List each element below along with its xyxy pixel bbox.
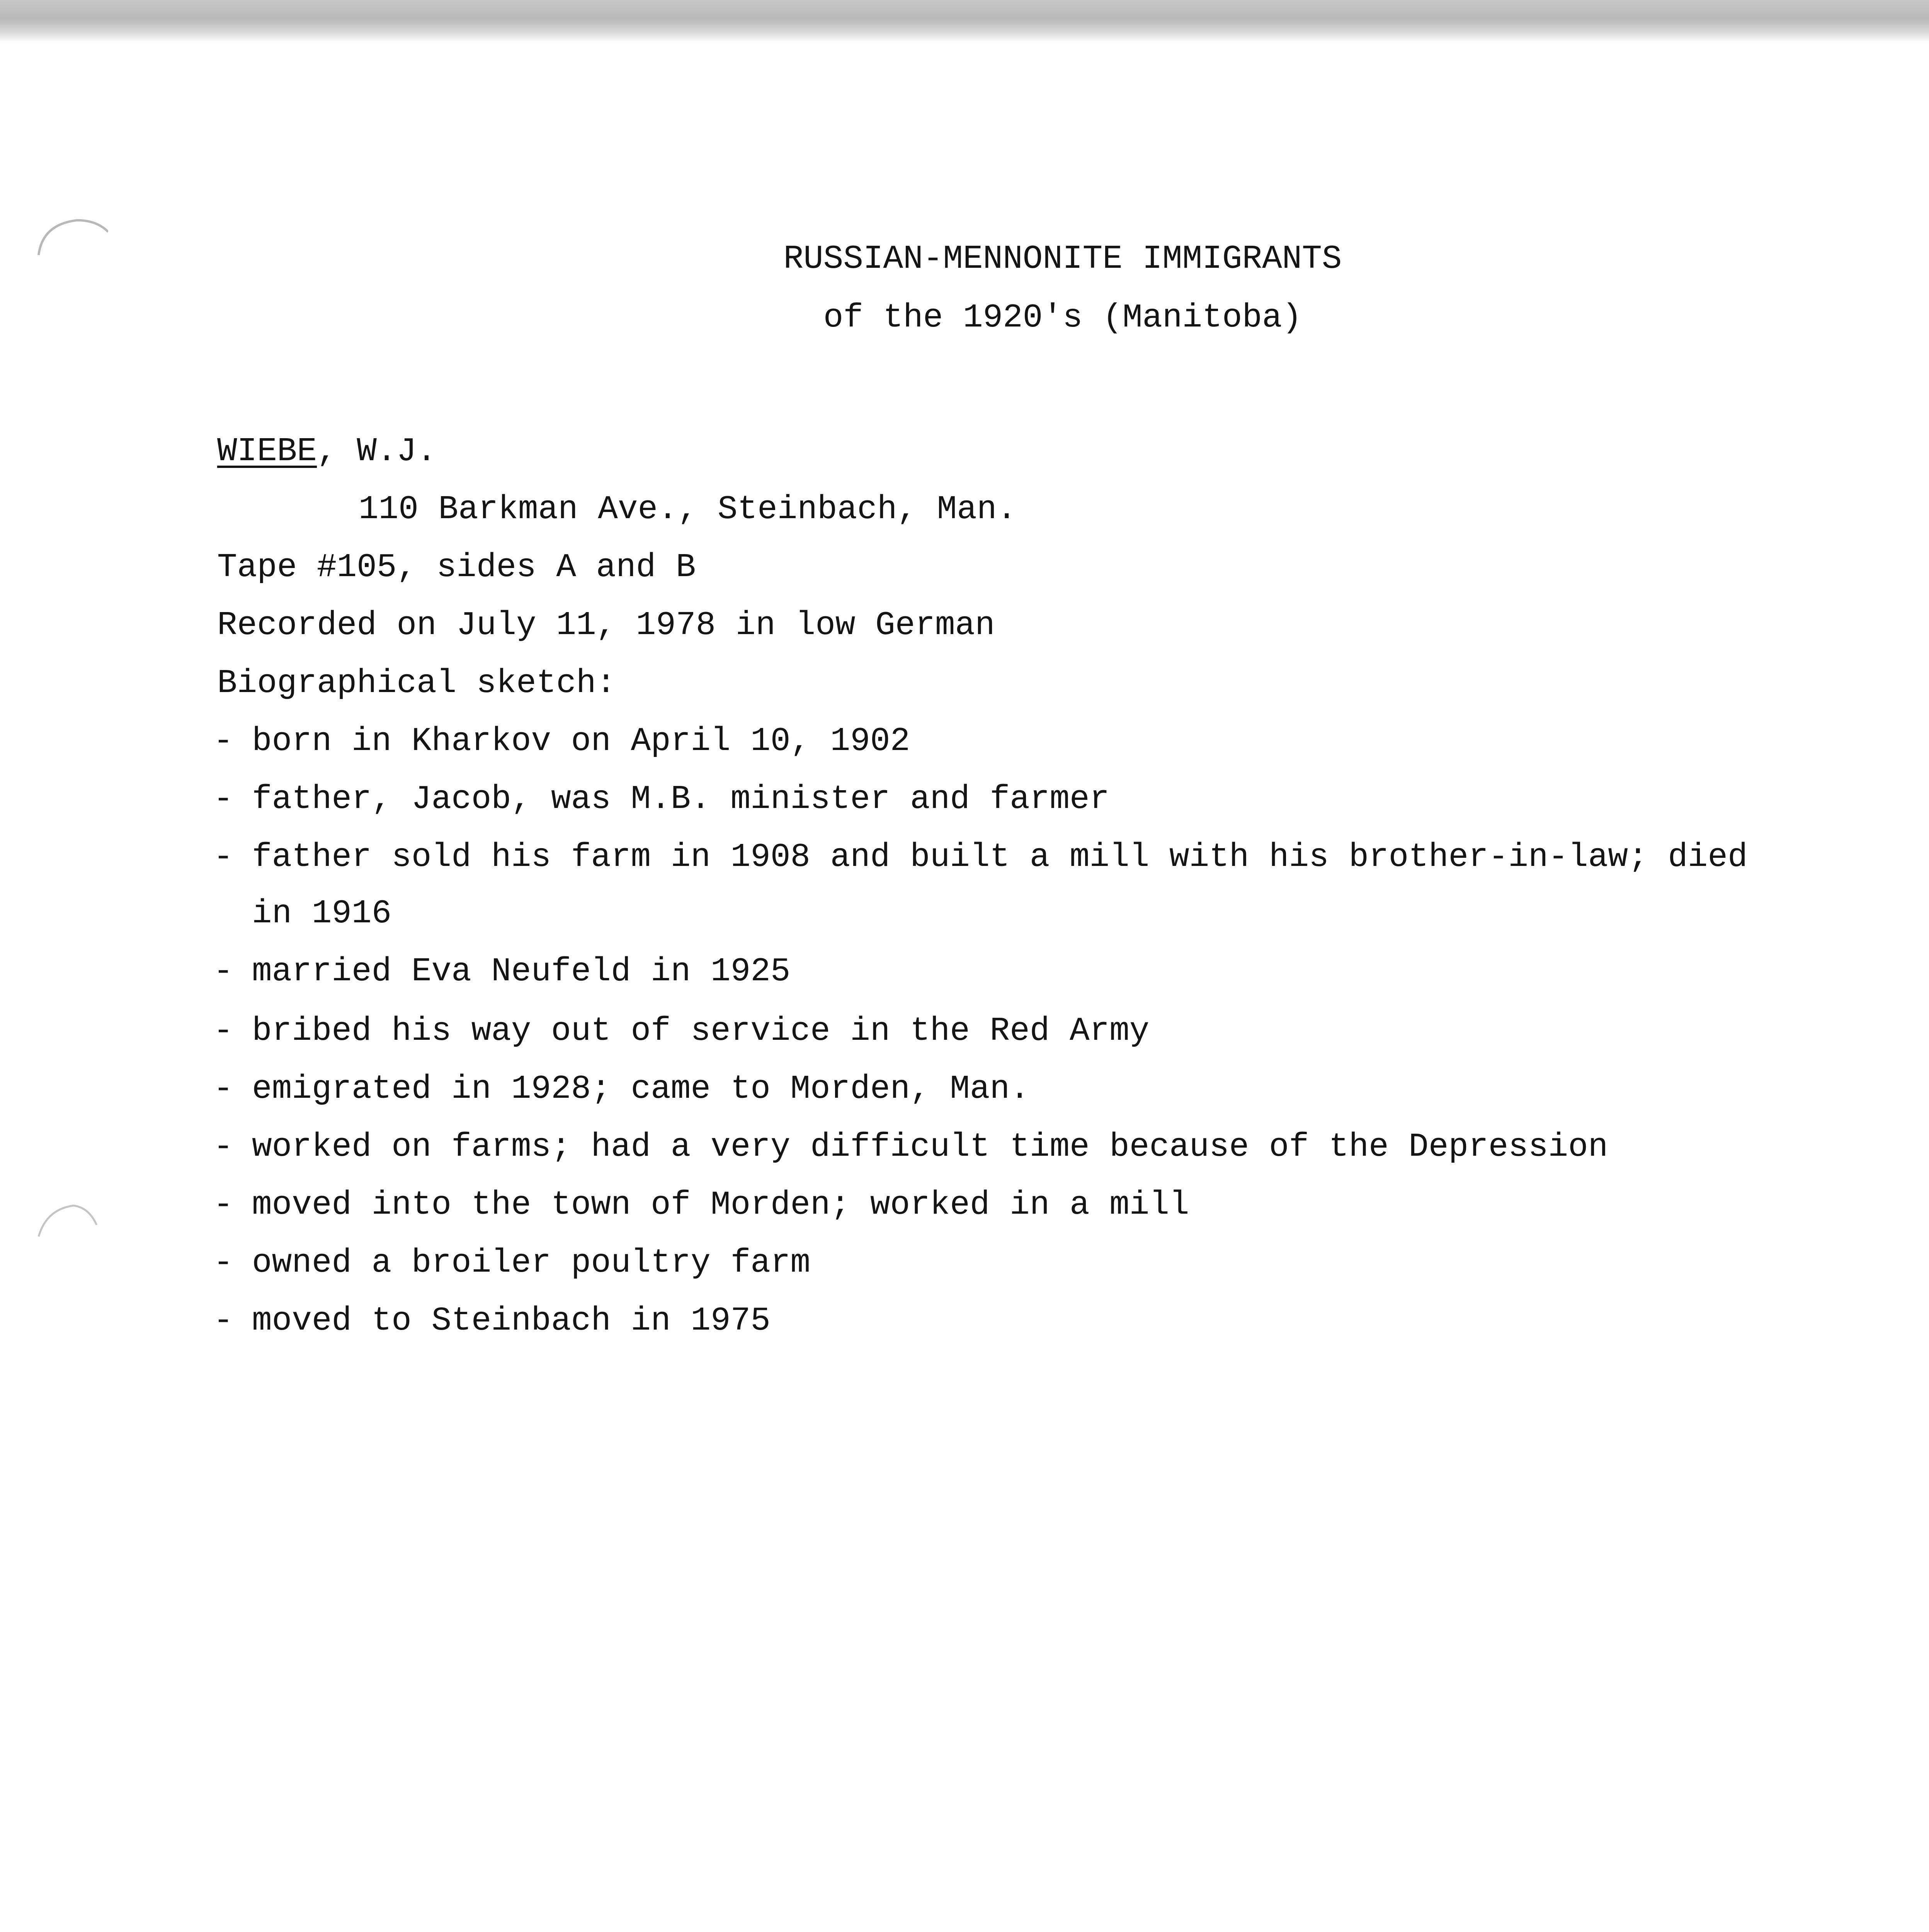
bullet-marker: - [213,1070,233,1108]
list-item-text: owned a broiler poultry farm [252,1244,811,1282]
list-item [213,1243,810,1282]
list-item [213,722,910,760]
list-item [213,1185,1189,1224]
list-item-text: emigrated in 1928; came to Morden, Man. [252,1070,1030,1108]
list-item-text: father, Jacob, was M.B. minister and farmer [252,780,1110,818]
list-item [213,780,1109,818]
punch-hole-mark-middle [31,1190,108,1248]
bullet-marker: - [213,780,233,818]
list-item-text: moved into the town of Morden; worked in a mill [252,1186,1189,1224]
sketch-heading: Biographical sketch: [217,664,616,702]
list-item [213,1012,1149,1050]
list-item-text: born in Kharkov on April 10, 1902 [252,722,910,760]
scan-top-edge [0,0,1929,43]
tape-line: Tape #105, sides A and B [217,548,696,586]
interviewee-name [217,432,437,471]
list-item-text: bribed his way out of service in the Red Army [252,1012,1150,1050]
bullet-marker: - [213,1012,233,1050]
list-item [213,952,790,991]
list-item-continuation: in 1916 [252,895,392,932]
bullet-marker: - [213,952,233,990]
bullet-marker: - [213,1302,233,1340]
list-item-text: father sold his farm in 1908 and built a mill with his brother-in-law; died [252,838,1748,876]
list-item [213,1301,771,1340]
title-line-2: of the 1920's (Manitoba) [823,299,1302,337]
interviewee-initials: , W.J. [317,432,437,470]
recorded-line: Recorded on July 11, 1978 in low German [217,606,995,644]
bullet-marker: - [213,1128,233,1166]
list-item-text: married Eva Neufeld in 1925 [252,952,791,990]
interviewee-surname: WIEBE [217,432,317,470]
bullet-marker: - [213,1186,233,1224]
title-line-1: RUSSIAN-MENNONITE IMMIGRANTS [783,240,1342,278]
list-item [213,1128,1608,1166]
address-line: 110 Barkman Ave., Steinbach, Man. [359,490,1017,528]
bullet-marker: - [213,1244,233,1282]
list-item-text: moved to Steinbach in 1975 [252,1302,771,1340]
bullet-marker: - [213,722,233,760]
bullet-marker: - [213,838,233,876]
list-item-text: worked on farms; had a very difficult time because of the Depression [252,1128,1608,1166]
list-item [213,838,1748,876]
list-item [213,1070,1030,1108]
